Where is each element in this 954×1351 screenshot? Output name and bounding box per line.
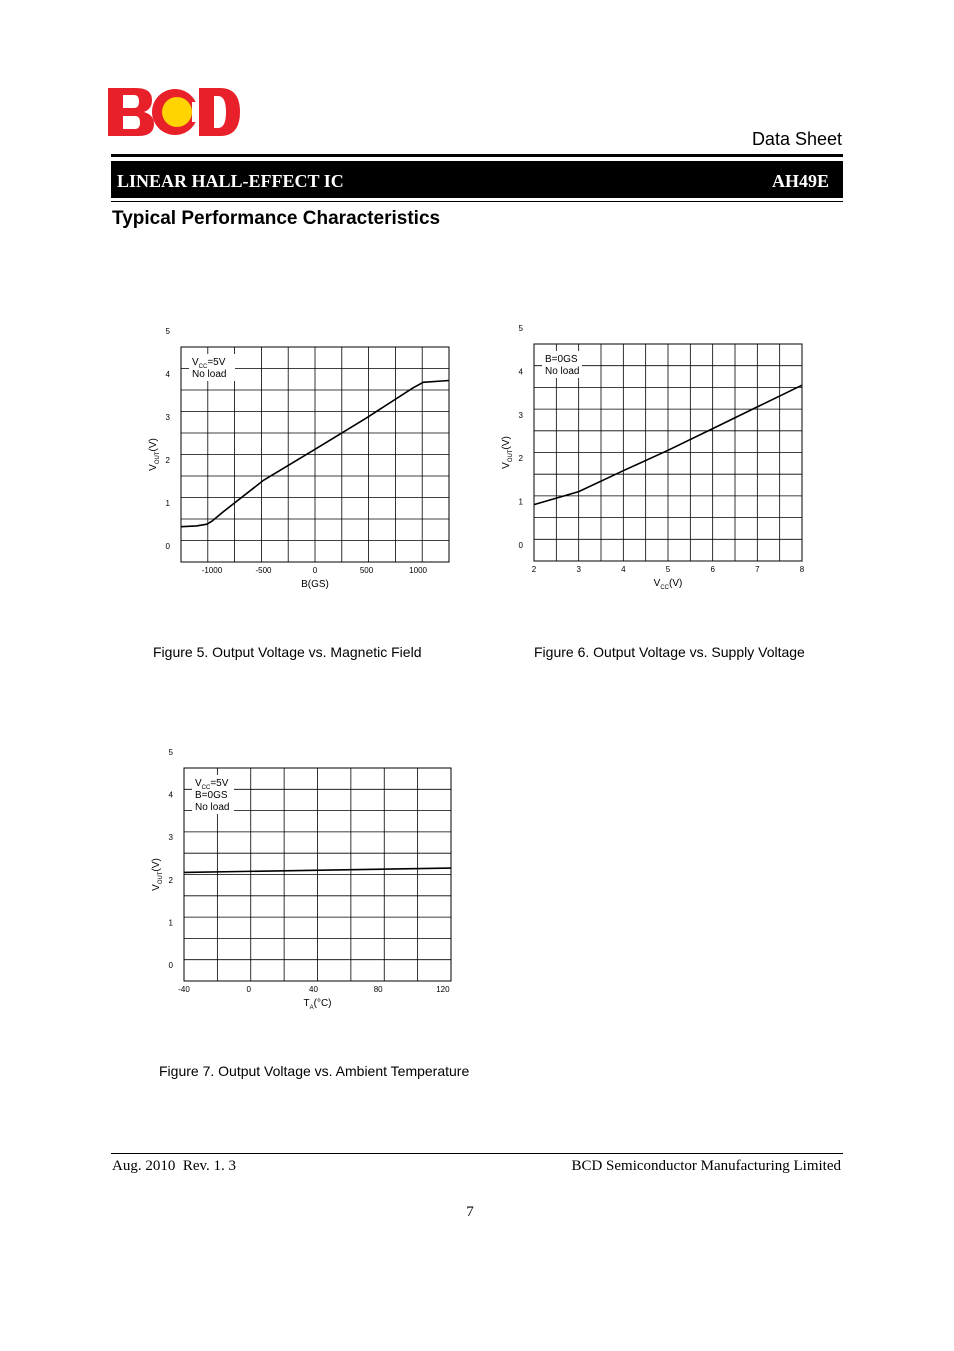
figure-5-caption: Figure 5. Output Voltage vs. Magnetic Field	[153, 644, 422, 660]
chart-annotation: No load	[192, 369, 227, 380]
figure-5-chart	[140, 327, 470, 595]
chart-annotation: $V_{CC}=5V$	[195, 778, 229, 791]
x-tick-label: 3	[576, 565, 581, 574]
x-tick-label: 4	[621, 565, 626, 574]
y-tick-label: 5	[168, 748, 173, 757]
chart-annotation: No load	[545, 366, 580, 377]
y-tick-label: 3	[168, 833, 173, 843]
y-tick-label: 4	[168, 790, 173, 800]
y-tick-label: 2	[168, 875, 173, 885]
title-banner	[111, 161, 843, 198]
y-tick-label: 4	[518, 367, 523, 377]
y-tick-label: 3	[518, 410, 523, 420]
footer-company: BCD Semiconductor Manufacturing Limited	[571, 1158, 841, 1174]
x-tick-label: -40	[178, 985, 190, 994]
y-axis-label: $V_{OUT}(V)$	[148, 438, 161, 471]
x-tick-label: -1000	[201, 566, 223, 575]
chart-annotation: B=0GS	[195, 790, 228, 801]
x-tick-label: -500	[255, 566, 272, 575]
y-tick-label: 4	[165, 370, 170, 379]
x-tick-label: 8	[799, 565, 805, 574]
figure-7-chart	[136, 748, 471, 1018]
x-tick-label: 120	[436, 985, 450, 994]
y-tick-label: 0	[165, 542, 170, 551]
header-rule-top	[111, 154, 843, 157]
header-rule-bottom	[111, 201, 843, 202]
bcd-logo	[108, 88, 242, 136]
chart-annotation: $V_{CC}=5V$	[192, 357, 226, 370]
y-tick-label: 1	[165, 499, 170, 508]
y-tick-label: 2	[165, 456, 170, 465]
y-tick-label: 1	[168, 918, 173, 928]
doc-type-label: Data Sheet	[751, 129, 842, 149]
x-tick-label: 0	[312, 566, 318, 575]
chart-annotation: No load	[195, 802, 230, 813]
footer-revision: Aug. 2010 Rev. 1. 3	[112, 1158, 237, 1174]
y-tick-label: 2	[518, 454, 523, 464]
y-tick-label: 5	[518, 324, 523, 333]
logo-dot	[162, 97, 192, 127]
y-tick-label: 0	[168, 961, 173, 970]
figure-7-caption: Figure 7. Output Voltage vs. Ambient Temperature	[159, 1063, 470, 1079]
x-tick-label: 0	[246, 985, 251, 994]
x-tick-label: 5	[665, 565, 671, 574]
x-axis-label: $V_{CC}(V)$	[653, 578, 683, 591]
banner-part-number: AH49E	[771, 171, 829, 191]
banner-product-type: LINEAR HALL-EFFECT IC	[117, 171, 344, 191]
figure-6-caption: Figure 6. Output Voltage vs. Supply Voltage	[534, 644, 805, 660]
x-tick-label: 40	[309, 985, 318, 994]
y-tick-label: 5	[165, 327, 170, 336]
page-number: 7	[466, 1204, 474, 1220]
y-tick-label: 0	[518, 541, 523, 550]
x-axis-label: $T_A(^\circ C)$	[303, 998, 332, 1011]
chart-annotation: B=0GS	[545, 354, 578, 365]
logo-letter-d	[199, 88, 240, 136]
y-axis-label: $V_{OUT}(V)$	[151, 858, 164, 891]
x-tick-label: 80	[373, 985, 383, 994]
x-tick-label: 500	[359, 566, 374, 575]
y-tick-label: 3	[165, 413, 170, 422]
y-axis-label: $V_{OUT}(V)$	[501, 436, 514, 469]
y-tick-label: 1	[518, 497, 523, 507]
section-title: Typical Performance Characteristics	[112, 208, 441, 229]
x-axis-label: B(GS)	[301, 579, 329, 590]
x-tick-label: 2	[531, 565, 537, 574]
x-tick-label: 1000	[409, 566, 427, 575]
logo-letter-b	[108, 88, 154, 136]
x-tick-label: 7	[755, 565, 760, 574]
figure-6-chart	[490, 324, 820, 593]
x-tick-label: 6	[710, 565, 715, 574]
footer-rule	[111, 1153, 843, 1154]
